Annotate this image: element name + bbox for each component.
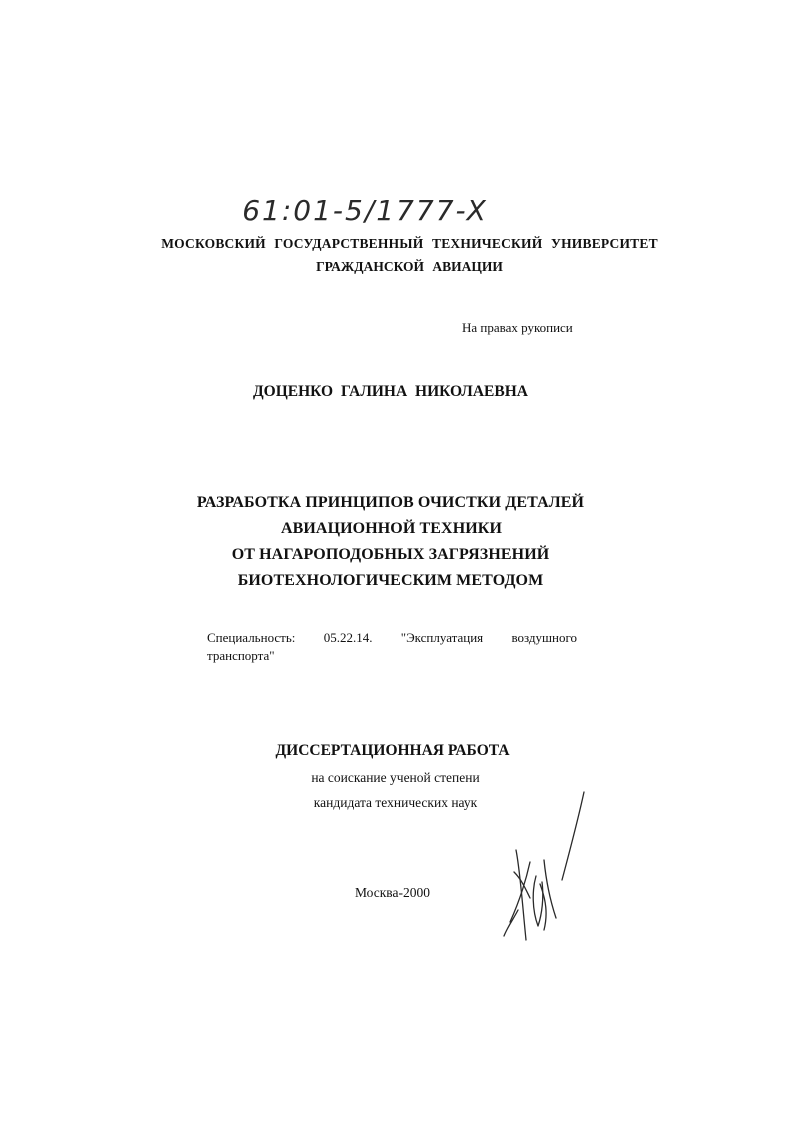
rights-note: На правах рукописи xyxy=(462,320,573,335)
specialty-label: Специальность: xyxy=(207,630,296,645)
thesis-title-line: БИОТЕХНОЛОГИЧЕСКИМ МЕТОДОМ xyxy=(237,572,544,589)
archive-code-text: 61:01-5/1777-X xyxy=(242,194,488,227)
specialty-name-word: воздушного xyxy=(511,630,577,645)
city-year: Москва-2000 xyxy=(355,885,430,900)
specialty-row xyxy=(207,629,577,647)
specialty-name-word: "Эксплуатация xyxy=(400,630,484,645)
specialty-code: 05.22.14. xyxy=(323,630,373,645)
university-name-line-2: ГРАЖДАНСКОЙ АВИАЦИИ xyxy=(316,259,503,274)
specialty-name-continuation: транспорта" xyxy=(207,648,275,663)
thesis-title-line: РАЗРАБОТКА ПРИНЦИПОВ ОЧИСТКИ ДЕТАЛЕЙ xyxy=(196,494,585,511)
university-name-line-1: МОСКОВСКИЙ ГОСУДАРСТВЕННЫЙ ТЕХНИЧЕСКИЙ УНИВЕРСИТЕТ xyxy=(161,236,658,251)
thesis-title-line: ОТ НАГАРОПОДОБНЫХ ЗАГРЯЗНЕНИЙ xyxy=(231,546,550,563)
thesis-title-line: АВИАЦИОННОЙ ТЕХНИКИ xyxy=(280,520,503,537)
handwritten-archive-code xyxy=(215,186,515,236)
signature xyxy=(500,790,600,945)
degree-line: на соискание ученой степени xyxy=(311,770,480,785)
degree-line: кандидата технических наук xyxy=(313,795,478,810)
author-name: ДОЦЕНКО ГАЛИНА НИКОЛАЕВНА xyxy=(253,383,528,400)
thesis-type: ДИССЕРТАЦИОННАЯ РАБОТА xyxy=(275,742,510,759)
specialty-block xyxy=(207,629,577,665)
